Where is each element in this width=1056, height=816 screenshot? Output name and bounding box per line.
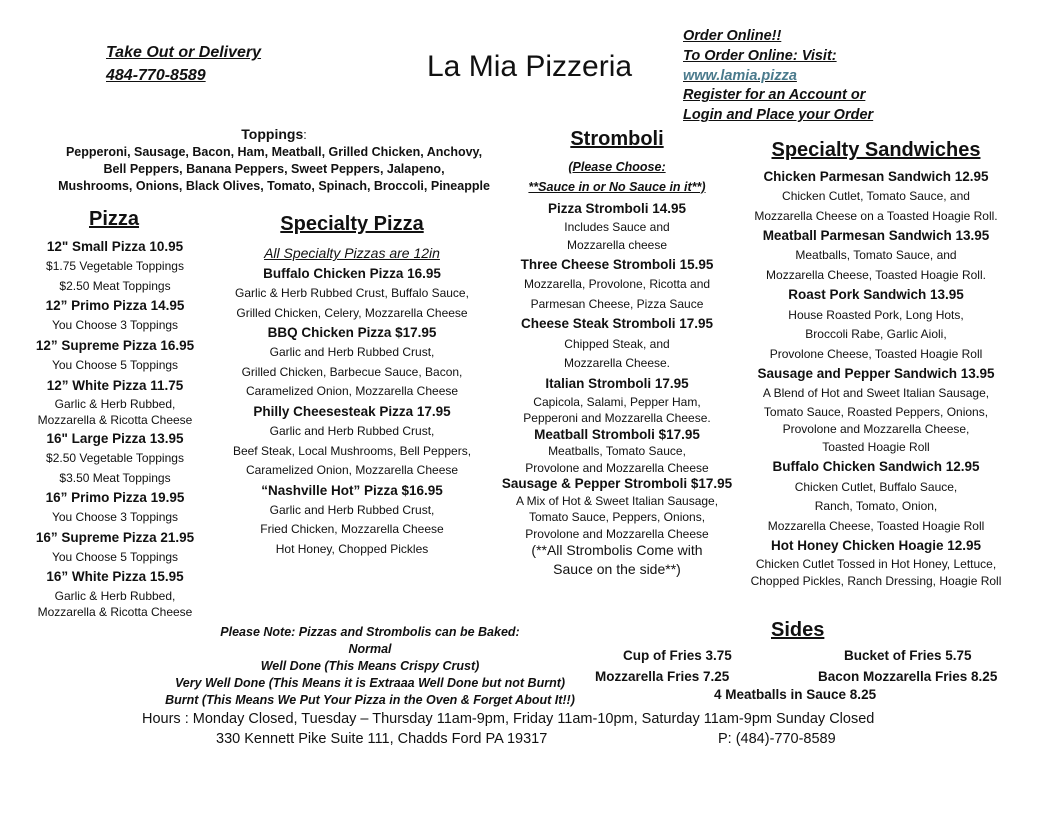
menu-item-name: 12” White Pizza 11.75	[46, 377, 184, 393]
menu-item-description: Parmesan Cheese, Pizza Sauce	[530, 296, 704, 311]
menu-item-name: 16” White Pizza 15.95	[46, 569, 184, 585]
menu-item-description: You Choose 5 Toppings	[51, 549, 179, 564]
menu-item-description: Toasted Hoagie Roll	[822, 439, 930, 454]
sandwiches-list	[740, 167, 1012, 590]
menu-item-description: Meatballs, Tomato Sauce,	[548, 444, 686, 459]
toppings-heading	[40, 126, 508, 144]
menu-item-description: Mozzarella & Ricotta Cheese	[37, 413, 193, 428]
menu-item-description: Garlic & Herb Rubbed Crust, Buffalo Sauce,	[235, 286, 469, 301]
menu-item-name: Pizza Stromboli 14.95	[547, 201, 687, 216]
toppings-block	[40, 126, 508, 195]
page-title: La Mia Pizzeria	[427, 50, 633, 83]
menu-item-description: Provolone Cheese, Toasted Hoagie Roll	[769, 346, 983, 361]
menu-item-name: 16” Primo Pizza 19.95	[45, 490, 185, 506]
specialty-pizza-heading: Specialty Pizza	[280, 213, 424, 235]
toppings-colon: :	[303, 128, 307, 142]
menu-item-description: Capicola, Salami, Pepper Ham,	[533, 394, 701, 409]
toppings-line: Pepperoni, Sausage, Bacon, Ham, Meatball, Grilled Chicken, Anchovy,	[65, 145, 483, 159]
specialty-pizza-list	[212, 242, 492, 559]
menu-item-description: Mozzarella Cheese, Toasted Hoagie Roll.	[766, 267, 986, 282]
bake-note-line: Please Note: Pizzas and Strombolis can be Baked:	[220, 625, 520, 639]
menu-item-name: 12” Supreme Pizza 16.95	[35, 337, 195, 353]
menu-item-name: Sausage & Pepper Stromboli $17.95	[501, 476, 733, 492]
menu-item-description: You Choose 3 Toppings	[51, 510, 179, 525]
order-link[interactable]: www.lamia.pizza	[683, 67, 797, 84]
menu-item-description: Meatballs, Tomato Sauce, and	[795, 248, 957, 263]
menu-item-description: $2.50 Vegetable Toppings	[46, 451, 184, 466]
menu-item-name: Meatball Stromboli $17.95	[534, 426, 700, 442]
menu-item-description: Chipped Steak, and	[564, 336, 670, 351]
menu-item-name: “Nashville Hot” Pizza $16.95	[261, 482, 443, 498]
menu-item-name: Italian Stromboli 17.95	[545, 375, 689, 391]
menu-item-description: Mozzarella Cheese on a Toasted Hoagie Roll.	[754, 208, 998, 223]
sides-heading: Sides	[771, 619, 825, 641]
menu-item-name: Meatball Parmesan Sandwich 13.95	[762, 228, 990, 244]
menu-item-name: 16" Large Pizza 13.95	[46, 430, 184, 446]
bake-note-line: Normal	[348, 642, 392, 656]
menu-item-description: Provolone and Mozzarella Cheese,	[782, 421, 970, 436]
side-mozzarella-fries: Mozzarella Fries 7.25	[595, 669, 730, 684]
menu-item-description: Chicken Cutlet Tossed in Hot Honey, Lettuce,	[755, 557, 997, 572]
pizza-list	[20, 237, 210, 621]
menu-item-description: A Blend of Hot and Sweet Italian Sausage,	[762, 386, 990, 401]
menu-item-description: Includes Sauce and	[564, 220, 670, 235]
menu-item-description: Grilled Chicken, Celery, Mozzarella Cheese	[236, 305, 468, 320]
menu-item-name: Buffalo Chicken Sandwich 12.95	[772, 459, 980, 475]
menu-item-name: Hot Honey Chicken Hoagie 12.95	[770, 538, 982, 554]
side-meatballs: 4 Meatballs in Sauce 8.25	[714, 687, 877, 702]
side-bacon-mozzarella-fries: Bacon Mozzarella Fries 8.25	[818, 669, 998, 684]
menu-item-description: Beef Steak, Local Mushrooms, Bell Peppers,	[232, 443, 472, 458]
menu-item-description: Mozzarella cheese	[566, 237, 668, 252]
hours: Hours : Monday Closed, Tuesday – Thursday 11am-9pm, Friday 11am-10pm, Saturday 11am-9pm Sunday Closed	[142, 711, 875, 727]
menu-item-description: Chicken Cutlet, Tomato Sauce, and	[782, 189, 970, 204]
address: 330 Kennett Pike Suite 111, Chadds Ford PA 19317	[216, 731, 548, 747]
menu-item-description: Garlic & Herb Rubbed,	[54, 588, 176, 603]
order-online	[683, 27, 873, 126]
menu-item-description: Tomato Sauce, Roasted Peppers, Onions,	[763, 404, 989, 419]
menu-item-description: Garlic and Herb Rubbed Crust,	[269, 345, 435, 360]
menu-item-name: Sausage and Pepper Sandwich 13.95	[757, 366, 995, 382]
menu-item-description: $3.50 Meat Toppings	[59, 470, 171, 485]
menu-item-name: Buffalo Chicken Pizza 16.95	[263, 266, 441, 281]
menu-item-description: Garlic and Herb Rubbed Crust,	[269, 424, 435, 439]
order-line: Order Online!!	[683, 28, 782, 44]
footer-phone: P: (484)-770-8589	[718, 731, 836, 747]
phone-number: 484-770-8589	[106, 67, 206, 84]
menu-item-description: Mozzarella, Provolone, Ricotta and	[523, 277, 711, 292]
menu-item-description: A Mix of Hot & Sweet Italian Sausage,	[515, 493, 719, 508]
menu-item-description: Garlic and Herb Rubbed Crust,	[269, 502, 435, 517]
choose-line: **Sauce in or No Sauce in it**)	[528, 180, 706, 194]
stromboli-choose	[497, 157, 737, 197]
choose-line: (Please Choose:	[568, 160, 666, 174]
section-note: (**All Strombolis Come with	[531, 542, 703, 559]
takeout-label: Take Out or Delivery	[106, 44, 262, 61]
menu-item-description: House Roasted Pork, Long Hots,	[788, 307, 964, 322]
menu-item-description: Chicken Cutlet, Buffalo Sauce,	[794, 479, 958, 494]
menu-item-name: 16” Supreme Pizza 21.95	[35, 529, 195, 545]
menu-item-description: Hot Honey, Chopped Pickles	[275, 541, 429, 556]
menu-item-name: 12” Primo Pizza 14.95	[45, 298, 185, 314]
menu-item-description: You Choose 5 Toppings	[51, 358, 179, 373]
menu-item-name: BBQ Chicken Pizza $17.95	[267, 325, 437, 341]
toppings-line: Mushrooms, Onions, Black Olives, Tomato, Spinach, Broccoli, Pineapple	[58, 179, 490, 193]
bake-note	[160, 624, 580, 709]
takeout-delivery	[106, 41, 261, 87]
menu-item-description: Mozzarella Cheese, Toasted Hoagie Roll	[767, 518, 985, 533]
bake-note-line: Burnt (This Means We Put Your Pizza in the Oven & Forget About It!!)	[165, 693, 575, 707]
menu-item-description: Fried Chicken, Mozzarella Cheese	[260, 522, 444, 537]
menu-item-description: Mozzarella Cheese.	[563, 356, 671, 371]
menu-item-description: Grilled Chicken, Barbecue Sauce, Bacon,	[241, 364, 463, 379]
stromboli-list	[490, 199, 744, 579]
order-line: Login and Place your Order	[683, 107, 874, 124]
pizza-heading: Pizza	[89, 208, 140, 230]
menu-item-name: Chicken Parmesan Sandwich 12.95	[763, 169, 989, 184]
menu-item-description: $1.75 Vegetable Toppings	[46, 259, 184, 274]
menu-item-description: Provolone and Mozzarella Cheese	[525, 460, 709, 475]
side-bucket-fries: Bucket of Fries 5.75	[844, 648, 972, 663]
bake-note-line: Very Well Done (This Means it is Extraaa Well Done but not Burnt)	[174, 676, 566, 690]
sandwiches-heading: Specialty Sandwiches	[771, 139, 981, 161]
menu-item-description: Tomato Sauce, Peppers, Onions,	[528, 510, 706, 525]
menu-item-description: $2.50 Meat Toppings	[59, 278, 171, 293]
menu-item-name: Roast Pork Sandwich 13.95	[788, 287, 964, 303]
menu-item-description: Provolone and Mozzarella Cheese	[525, 526, 709, 541]
stromboli-heading: Stromboli	[570, 128, 664, 150]
side-cup-fries: Cup of Fries 3.75	[623, 648, 732, 663]
menu-item-description: Chopped Pickles, Ranch Dressing, Hoagie Roll	[750, 574, 1002, 589]
menu-item-description: Caramelized Onion, Mozzarella Cheese	[245, 463, 459, 478]
section-note: All Specialty Pizzas are 12in	[264, 245, 440, 261]
menu-item-description: Garlic & Herb Rubbed,	[54, 396, 176, 411]
menu-item-description: Caramelized Onion, Mozzarella Cheese	[245, 384, 459, 399]
menu-item-description: Ranch, Tomato, Onion,	[814, 499, 938, 514]
toppings-label: Toppings	[241, 126, 304, 142]
menu-item-description: You Choose 3 Toppings	[51, 318, 179, 333]
menu-item-name: Philly Cheesesteak Pizza 17.95	[253, 403, 451, 419]
menu-item-description: Pepperoni and Mozzarella Cheese.	[523, 411, 711, 426]
menu-item-name: 12" Small Pizza 10.95	[46, 239, 184, 254]
toppings-line: Bell Peppers, Banana Peppers, Sweet Peppers, Jalapeno,	[103, 162, 445, 176]
menu-item-description: Mozzarella & Ricotta Cheese	[37, 605, 193, 620]
section-note: Sauce on the side**)	[553, 560, 681, 577]
menu-item-name: Three Cheese Stromboli 15.95	[520, 257, 714, 273]
order-line: To Order Online: Visit:	[683, 47, 837, 64]
bake-note-line: Well Done (This Means Crispy Crust)	[260, 659, 480, 673]
order-line: Register for an Account or	[683, 87, 866, 104]
menu-item-name: Cheese Steak Stromboli 17.95	[520, 316, 714, 332]
menu-item-description: Broccoli Rabe, Garlic Aioli,	[805, 327, 947, 342]
